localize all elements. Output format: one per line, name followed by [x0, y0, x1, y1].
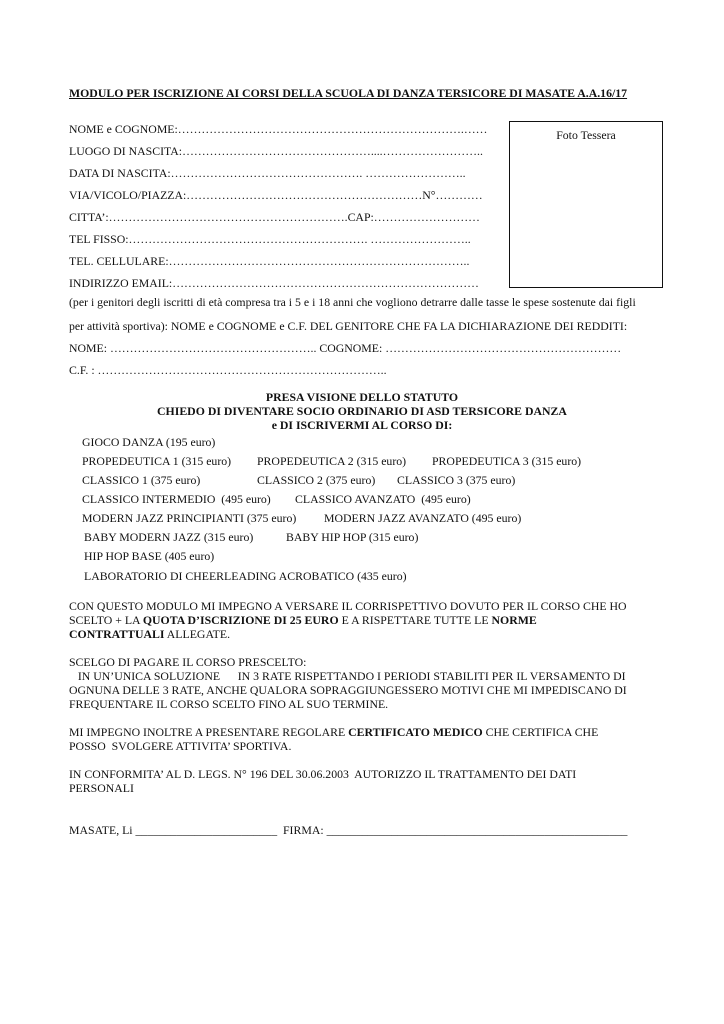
statute-heading-1: PRESA VISIONE DELLO STATUTO: [265, 390, 459, 404]
medical-line-2: POSSO SVOLGERE ATTIVITA’ SPORTIVA.: [69, 739, 292, 753]
field-data-nascita[interactable]: DATA DI NASCITA:…………………………………………. ……………………..: [69, 166, 466, 180]
course-gioco-danza[interactable]: GIOCO DANZA (195 euro): [82, 435, 216, 449]
field-luogo-nascita[interactable]: LUOGO DI NASCITA:…………………………………………....……………………..: [69, 144, 483, 158]
course-baby-hip-hop[interactable]: BABY HIP HOP (315 euro): [286, 530, 419, 544]
medical-certificate-text: CERTIFICATO MEDICO: [348, 725, 483, 739]
payment-line-3: OGNUNA DELLE 3 RATE, ANCHE QUALORA SOPRAGGIUNGESSERO MOTIVI CHE MI IMPEDISCANO DI: [69, 683, 627, 697]
field-via[interactable]: VIA/VICOLO/PIAZZA:……………………………………………………N°…………: [69, 188, 483, 202]
commitment-line-1: CON QUESTO MODULO MI IMPEGNO A VERSARE IL CORRISPETTIVO DOVUTO PER IL CORSO CHE HO: [69, 599, 627, 613]
payment-line-4: FREQUENTARE IL CORSO SCELTO FINO AL SUO TERMINE.: [69, 697, 389, 711]
course-propedeutica-2[interactable]: PROPEDEUTICA 2 (315 euro): [257, 454, 407, 468]
course-cheerleading[interactable]: LABORATORIO DI CHEERLEADING ACROBATICO (435 euro): [84, 569, 407, 583]
field-citta-cap[interactable]: CITTA’:…………………………………………………….CAP:………………………: [69, 210, 480, 224]
privacy-line-1: IN CONFORMITA’ AL D. LEGS. N° 196 DEL 30.06.2003 AUTORIZZO IL TRATTAMENTO DEI DATI: [69, 767, 577, 781]
parent-cf-field[interactable]: C.F. : ………………………………………………………………..: [69, 363, 387, 377]
commitment-line-2: SCELTO + LA QUOTA D’ISCRIZIONE DI 25 EURO E A RISPETTARE TUTTE LE NORME: [69, 613, 537, 627]
course-classico-3[interactable]: CLASSICO 3 (375 euro): [397, 473, 516, 487]
course-modern-jazz-avanzato[interactable]: MODERN JAZZ AVANZATO (495 euro): [324, 511, 522, 525]
course-modern-jazz-principianti[interactable]: MODERN JAZZ PRINCIPIANTI (375 euro): [82, 511, 297, 525]
photo-box: [509, 121, 663, 288]
registration-fee-text: QUOTA D’ISCRIZIONE DI 25 EURO: [142, 613, 339, 627]
course-propedeutica-3[interactable]: PROPEDEUTICA 3 (315 euro): [432, 454, 582, 468]
course-propedeutica-1[interactable]: PROPEDEUTICA 1 (315 euro): [82, 454, 232, 468]
photo-box-label: Foto Tessera: [556, 128, 616, 142]
course-hip-hop-base[interactable]: HIP HOP BASE (405 euro): [84, 549, 215, 563]
medical-line-1: MI IMPEGNO INOLTRE A PRESENTARE REGOLARE CERTIFICATO MEDICO CHE CERTIFICA CHE: [69, 725, 599, 739]
commitment-line-3: CONTRATTUALI ALLEGATE.: [69, 627, 231, 641]
course-classico-intermedio[interactable]: CLASSICO INTERMEDIO (495 euro): [82, 492, 271, 506]
payment-options[interactable]: IN UN’UNICA SOLUZIONE IN 3 RATE RISPETTANDO I PERIODI STABILITI PER IL VERSAMENTO DI: [69, 669, 626, 683]
field-email[interactable]: INDIRIZZO EMAIL:……………………………………………………………………: [69, 276, 479, 290]
field-tel-cellulare[interactable]: TEL. CELLULARE:…………………………………………………………………..: [69, 254, 470, 268]
statute-heading-3: e DI ISCRIVERMI AL CORSO DI:: [271, 418, 453, 432]
field-nome-cognome[interactable]: NOME e COGNOME:……………………………………………………………….……: [69, 122, 488, 136]
privacy-line-2: PERSONALI: [69, 781, 134, 795]
parents-note-line-1: (per i genitori degli iscritti di età compresa tra i 5 e i 18 anni che vogliono detrarre dalle tasse le spese sostenute dai figli: [69, 295, 636, 309]
course-classico-2[interactable]: CLASSICO 2 (375 euro): [257, 473, 376, 487]
parent-name-field[interactable]: NOME: …………………………………………….. COGNOME: ……………………………………………………: [69, 341, 622, 355]
signature-line[interactable]: MASATE, Li ________________________ FIRMA: ___________________________________________________: [69, 823, 628, 837]
statute-heading-2: CHIEDO DI DIVENTARE SOCIO ORDINARIO DI ASD TERSICORE DANZA: [157, 404, 567, 418]
course-classico-avanzato[interactable]: CLASSICO AVANZATO (495 euro): [295, 492, 471, 506]
field-tel-fisso[interactable]: TEL FISSO:……………………………………………………. ……………………..: [69, 232, 471, 246]
course-baby-modern-jazz[interactable]: BABY MODERN JAZZ (315 euro): [84, 530, 254, 544]
parents-note-line-2: per attività sportiva): NOME e COGNOME e C.F. DEL GENITORE CHE FA LA DICHIARAZIONE DEI REDDITI:: [69, 319, 628, 333]
page-title: MODULO PER ISCRIZIONE AI CORSI DELLA SCUOLA DI DANZA TERSICORE DI MASATE A.A.16/17: [69, 86, 628, 100]
payment-heading: SCELGO DI PAGARE IL CORSO PRESCELTO:: [69, 655, 307, 669]
course-classico-1[interactable]: CLASSICO 1 (375 euro): [82, 473, 201, 487]
